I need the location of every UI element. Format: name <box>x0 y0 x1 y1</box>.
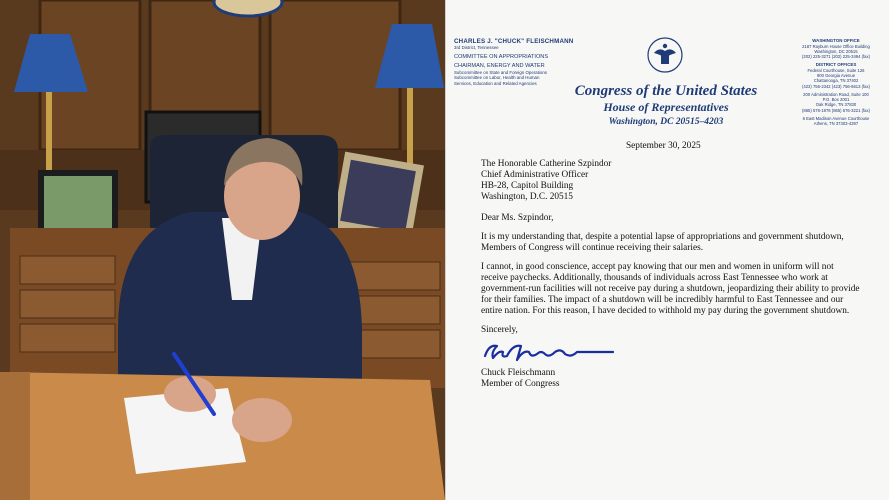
paragraph-2: I cannot, in good conscience, accept pay knowing that our men and women in uniform will not receive paychecks. Additionally, thousands of individuals across East Tennessee who work at government-run facilities will not receive pay during a shutdown, jeopardizing their ability to provide for their families. The impact of a shutdown will be incredibly harmful to East Tennessee and our entire nation. For this reason, I have decided to withhold my pay during the government shutdown. <box>481 262 860 316</box>
signature <box>481 338 621 364</box>
member-district: 3rd District, Tennessee <box>454 45 499 51</box>
signer-name: Chuck Fleischmann <box>481 368 556 378</box>
letter-page <box>445 0 889 500</box>
drawer-2 <box>20 290 115 318</box>
chairman-title: CHAIRMAN, ENERGY AND WATER <box>454 63 545 70</box>
letterhead-center <box>556 84 776 127</box>
subcommittee-1: Subcommittee on State and Foreign Operations <box>454 70 547 76</box>
dc-office-line-2: Washington, DC 20515 <box>814 48 858 54</box>
recipient-line-2: Chief Administrative Officer <box>481 170 589 180</box>
lamp-stand-left <box>46 92 52 172</box>
district-line-2: 900 Georgia Avenue <box>816 73 856 78</box>
dc-office-line-3: (202) 225-3271 (202) 225-3494 (fax) <box>802 54 870 59</box>
wall-seal <box>214 0 282 16</box>
district-offices-heading: DISTRICT OFFICES <box>815 62 857 68</box>
letterhead-left <box>454 38 589 86</box>
drawer-3 <box>20 324 115 352</box>
closing: Sincerely, <box>481 325 518 335</box>
congress-title: Congress of the United States <box>574 83 758 99</box>
district-line-11: 6 East Madison Avenue Courthouse <box>802 115 870 121</box>
drawer-1 <box>20 256 115 284</box>
person-hand-right <box>232 398 292 442</box>
photo-frame-left-image <box>44 176 112 228</box>
district-line-12: Athens, TN 37303-4297 <box>813 121 859 126</box>
district-line-3: Chattanooga, TN 37402 <box>813 78 859 84</box>
letterhead-right <box>786 38 886 126</box>
recipient-line-3: HB-28, Capitol Building <box>481 181 574 191</box>
letter-body <box>481 159 861 390</box>
house-seal-icon <box>646 36 684 74</box>
recipient-address <box>481 159 861 203</box>
dc-office-line-1: 2187 Rayburn House Office Building <box>802 43 870 49</box>
house-title: House of Representatives <box>603 100 729 114</box>
salutation: Dear Ms. Szpindor, <box>481 213 554 223</box>
subcommittee-3: Services, Education and Related Agencies <box>454 80 537 86</box>
district-line-4: (423) 756-2342 (423) 756-6613 (fax) <box>802 83 870 89</box>
district-line-8: Oak Ridge, TN 37830 <box>815 102 857 108</box>
district-line-9: (865) 576-1976 (865) 576-3221 (fax) <box>802 107 870 113</box>
dc-office-heading: WASHINGTON OFFICE <box>812 38 860 43</box>
letter-date: September 30, 2025 <box>626 141 701 151</box>
district-line-6: 200 Administration Road, Suite 100 <box>803 91 869 97</box>
district-line-1: Federal Courthouse, Suite 126 <box>807 67 865 73</box>
drawer-5 <box>350 296 440 324</box>
recipient-line-1: The Honorable Catherine Szpindor <box>481 159 612 169</box>
member-name: CHARLES J. "CHUCK" FLEISCHMANN <box>454 38 574 45</box>
signer-title: Member of Congress <box>481 379 560 389</box>
desk-edge-left <box>0 372 30 500</box>
recipient-line-4: Washington, D.C. 20515 <box>481 192 573 202</box>
washington-line: Washington, DC 20515–4203 <box>608 117 724 128</box>
district-line-7: P.O. Box 2001 <box>822 97 850 102</box>
subcommittee-2: Subcommittee on Labor, Health and Human <box>454 75 540 81</box>
committee-name: COMMITTEE ON APPROPRIATIONS <box>454 53 549 60</box>
paragraph-1: It is my understanding that, despite a potential lapse of appropriations and government shutdown, Members of Congress will continue receiving their salaries. <box>481 232 844 253</box>
drawer-4 <box>350 262 440 290</box>
drawer-6 <box>350 330 440 358</box>
